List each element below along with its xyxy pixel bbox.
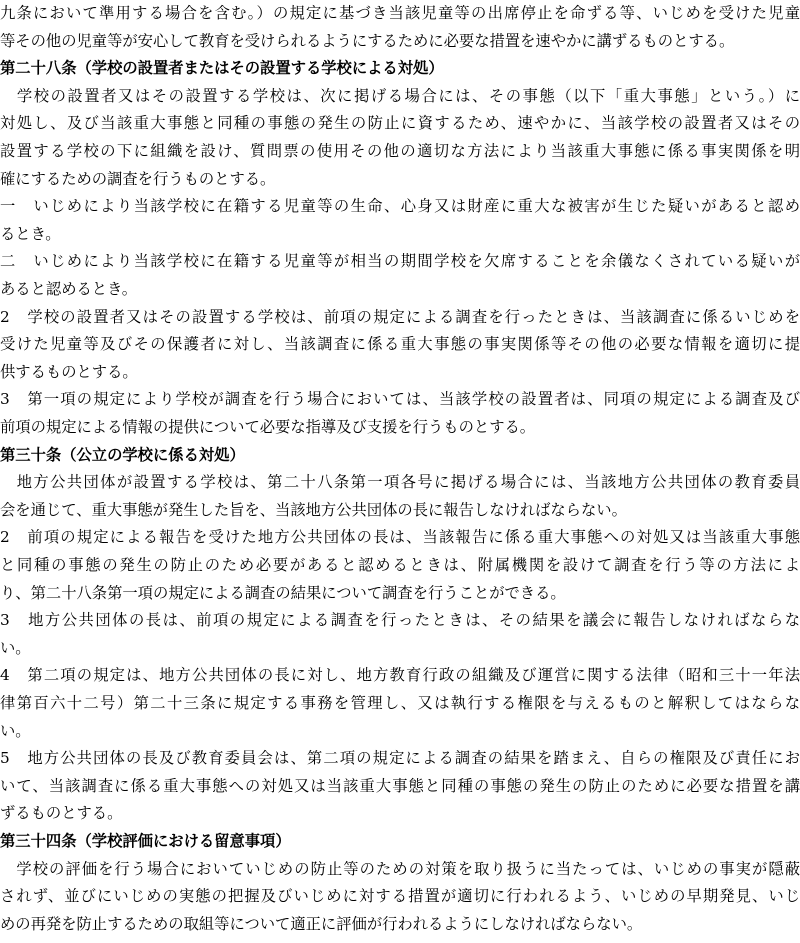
text-line: 対処し、及び当該重大事態と同種の事態の発生の防止に資するため、速やかに、当該学校の設置者又はその [0,114,800,133]
text-line: り、第二十八条第一項の規定による調査の結果について調査を行うことができる。 [0,583,566,602]
text-line: 二 いじめにより当該学校に在籍する児童等が相当の期間学校を欠席することを余儀なくされている疑いが [0,252,800,271]
text-line: 会を通じて、重大事態が発生した旨を、当該地方公共団体の長に報告しなければならない。 [0,500,627,519]
text-line: ずるものとする。 [0,804,123,823]
text-line: 前項の規定による情報の提供について必要な指導及び支援を行うものとする。 [0,418,536,436]
article-heading: 第三十四条（学校評価における留意事項） [0,832,291,850]
text-line: 設置する学校の下に組織を設け、質問票の使用その他の適切な方法により当該重大事態に係る事実関係を明 [0,142,800,160]
text-line: 4 第二項の規定は、地方公共団体の長に対し、地方教育行政の組織及び運営に関する法律（昭和三十一年法 [0,666,800,685]
text-line: 確にするための調査を行うものとする。 [0,169,276,188]
text-line: 等その他の児童等が安心して教育を受けられるようにするために必要な措置を速やかに講ずるものとする。 [0,31,735,50]
article-heading: 第三十条（公立の学校に係る対処） [0,445,245,464]
text-line: いて、当該調査に係る重大事態への対処又は当該重大事態と同種の事態の発生の防止のために必要な措置を講 [0,776,800,795]
text-line: 3 地方公共団体の長は、前項の規定による調査を行ったときは、その結果を議会に報告しなければならな [0,611,800,630]
text-line: 3 第一項の規定により学校が調査を行う場合においては、当該学校の設置者は、同項の規定による調査及び [0,390,800,409]
text-line: るとき。 [0,224,61,243]
text-line: 2 学校の設置者又はその設置する学校は、前項の規定による調査を行ったときは、当該調査に係るいじめを [0,307,800,326]
text-line: あると認めるとき。 [0,280,138,298]
text-line: 2 前項の規定による報告を受けた地方公共団体の長は、当該報告に係る重大事態への対処又は当該重大事態 [0,528,800,547]
text-line: 地方公共団体が設置する学校は、第二十八条第一項各号に掲げる場合には、当該地方公共団体の教育委員 [0,473,800,492]
text-line: されず、並びにいじめの実態の把握及びいじめに対する措置が適切に行われるよう、いじめの早期発見、いじ [0,887,800,906]
text-line: い。 [0,721,31,740]
article-heading: 第二十八条（学校の設置者またはその設置する学校による対処） [0,59,444,78]
text-line: 供するものとする。 [0,362,138,381]
text-line: 学校の評価を行う場合においていじめの防止等のための対策を取り扱うに当たっては、いじめの事実が隠蔽 [0,859,800,878]
text-line: と同種の事態の発生の防止のため必要があると認めるときは、附属機関を設けて調査を行う等の方法によ [0,556,800,574]
text-line: めの再発を防止するための取組等について適正に評価が行われるようにしなければならない。 [0,914,643,933]
text-line: 律第百六十二号）第二十三条に規定する事務を管理し、又は執行する権限を与えるものと解釈してはならな [0,694,800,712]
text-line: 5 地方公共団体の長及び教育委員会は、第二項の規定による調査の結果を踏まえ、自らの権限及び責任にお [0,749,800,768]
text-line: い。 [0,638,31,657]
text-line: 九条において準用する場合を含む。）の規定に基づき当該児童等の出席停止を命ずる等、いじめを受けた児童 [0,4,800,22]
text-line: 一 いじめにより当該学校に在籍する児童等の生命、心身又は財産に重大な被害が生じた疑いがあると認め [0,197,800,216]
text-line: 学校の設置者又はその設置する学校は、次に掲げる場合には、その事態（以下「重大事態」という。）に [0,86,800,105]
text-line: 受けた児童等及びその保護者に対し、当該調査に係る重大事態の事実関係等その他の必要な情報を適切に提 [0,335,800,354]
